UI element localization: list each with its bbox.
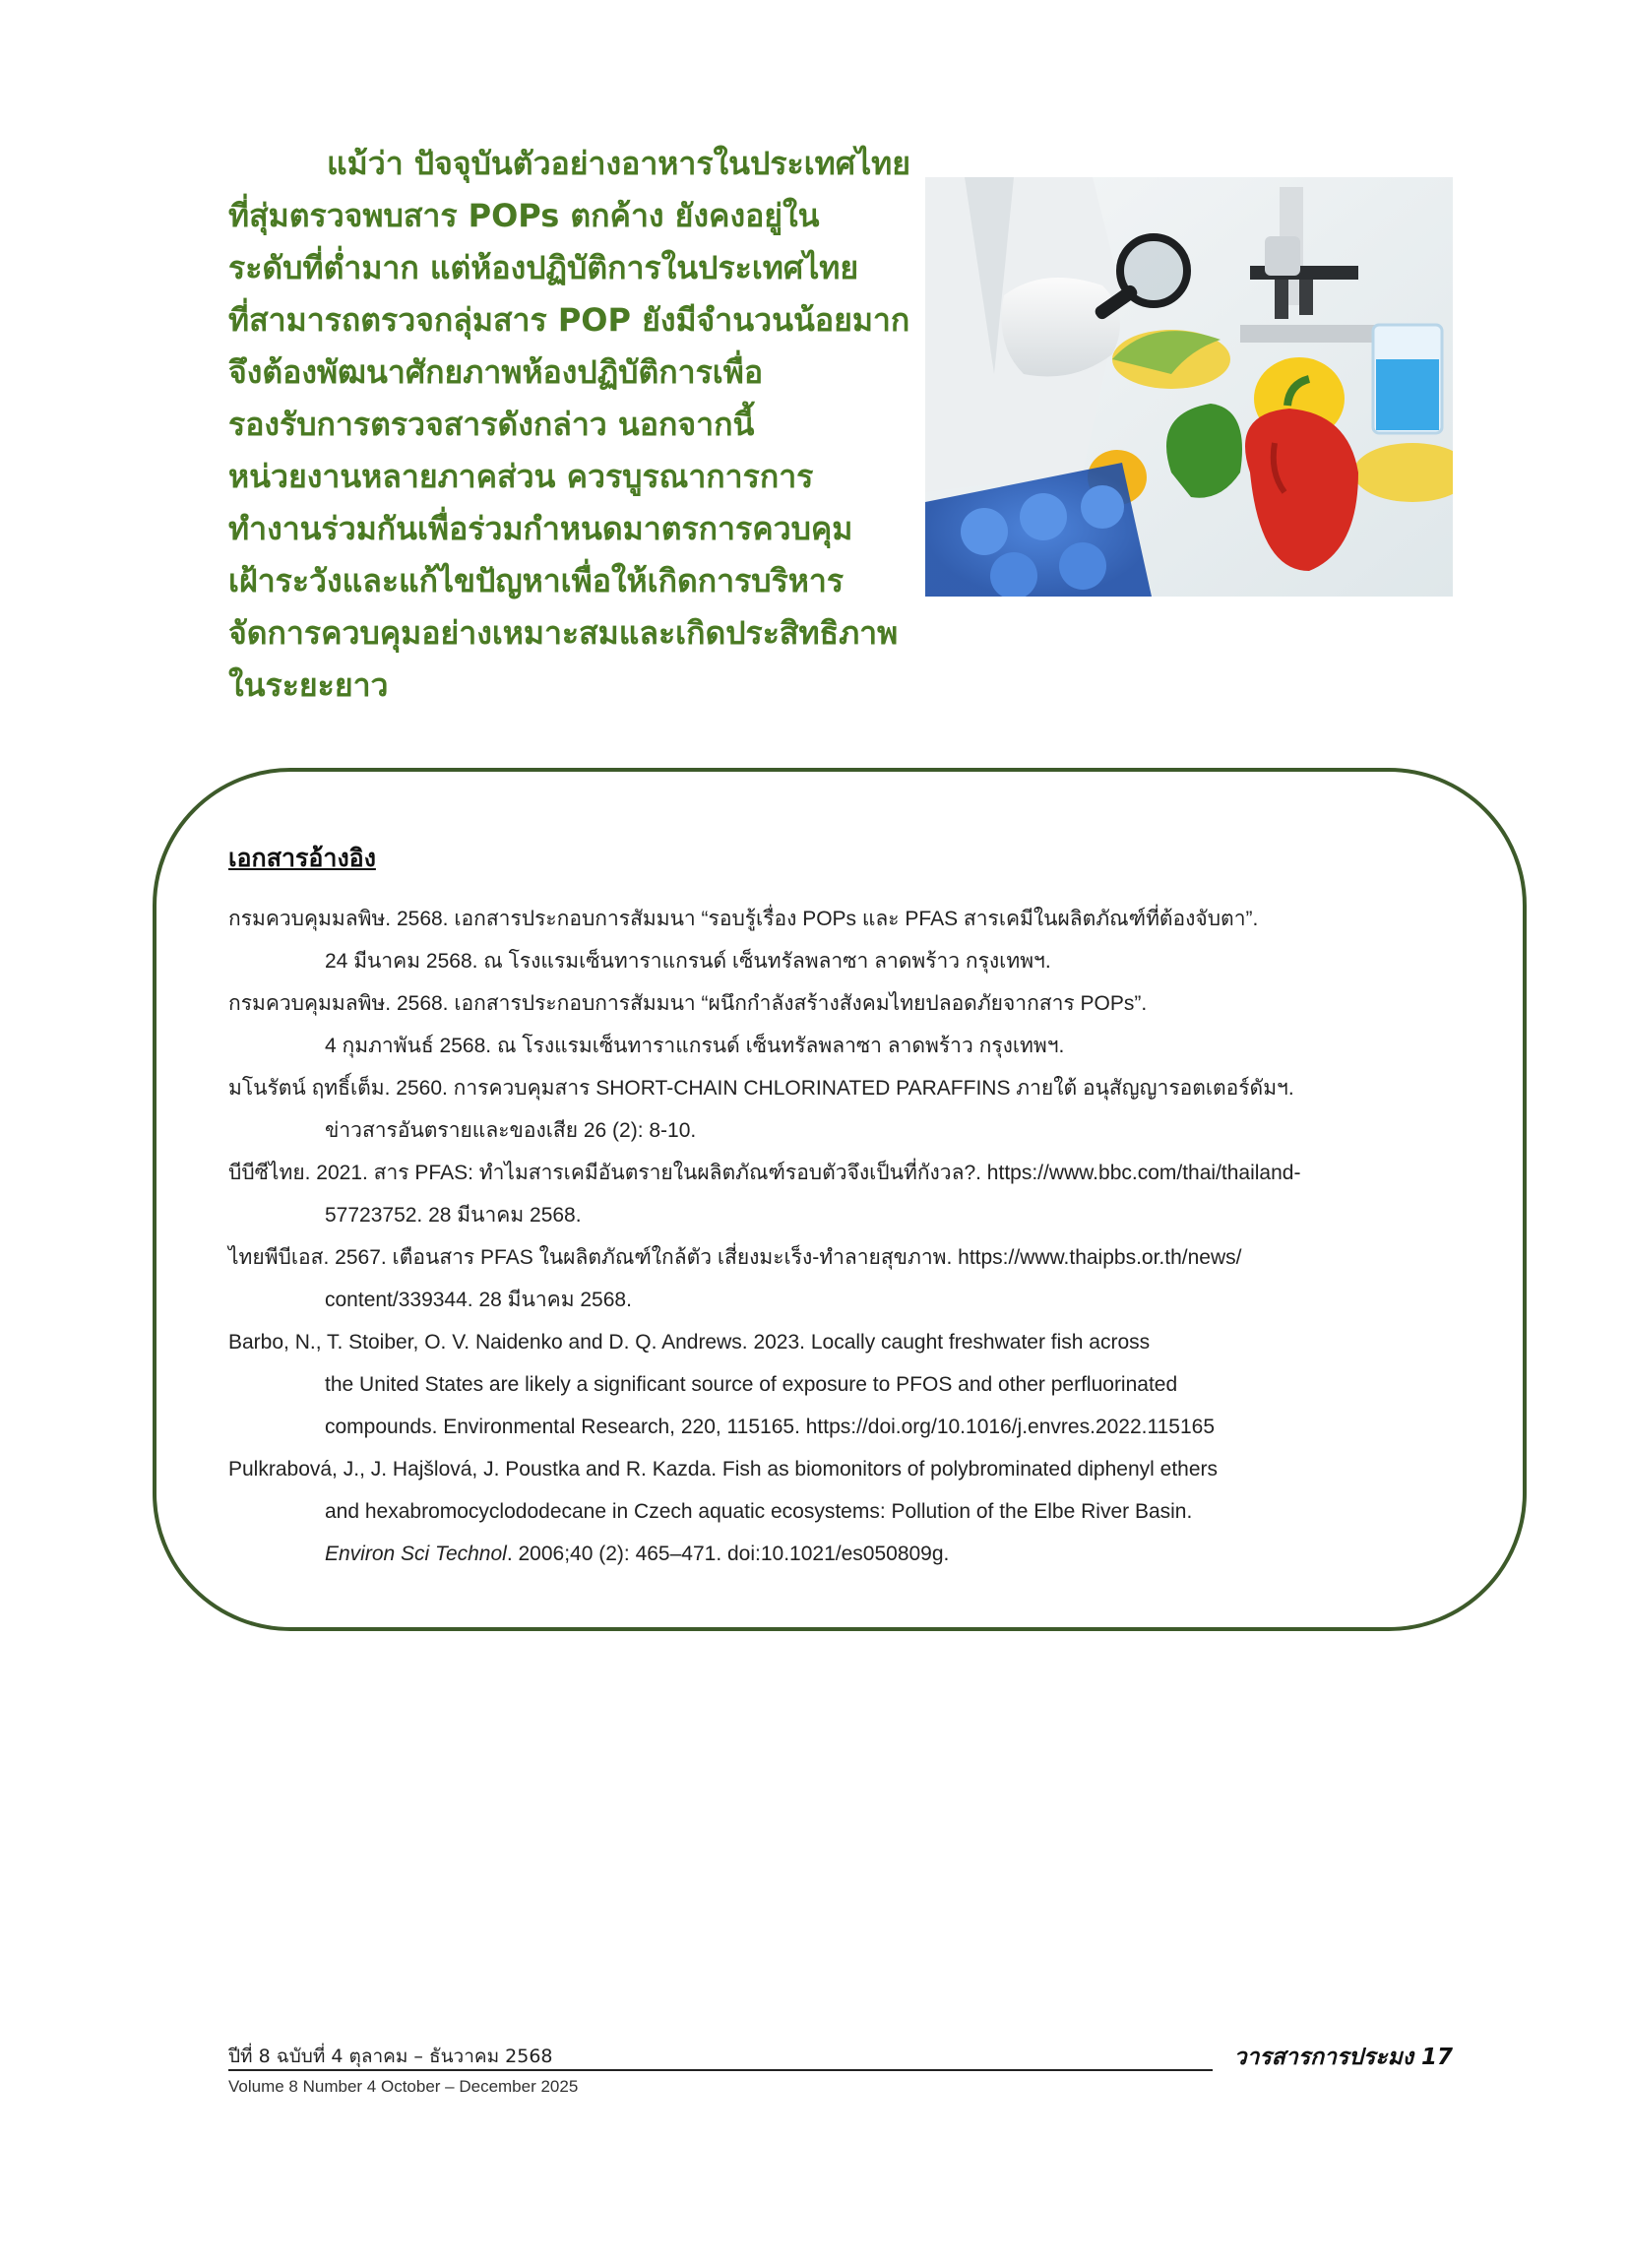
reference-line: มโนรัตน์ ฤทธิ์เต็ม. 2560. การควบคุมสาร SHORT-CHAIN CHLORINATED PARAFFINS ภายใต้ อนุสัญญารอตเตอร์ดัมฯ. — [228, 1077, 1294, 1100]
intro-line: จึงต้องพัฒนาศักยภาพห้องปฏิบัติการเพื่อ — [228, 353, 764, 391]
reference-item — [228, 1067, 1453, 1152]
footer-journal-page: วารสารการประมง 17 — [1233, 2045, 1453, 2070]
reference-item — [228, 898, 1453, 982]
reference-line: ข่าวสารอันตรายและของเสีย 26 (2): 8-10. — [325, 1119, 697, 1142]
footer-divider — [228, 2069, 1213, 2071]
reference-item — [228, 1236, 1453, 1321]
intro-line: ทำงานร่วมกันเพื่อร่วมกำหนดมาตรการควบคุม — [228, 510, 853, 547]
reference-line: compounds. Environmental Research, 220, 115165. https://doi.org/10.1016/j.envres.2022.115165 — [325, 1416, 1215, 1438]
reference-line — [228, 1533, 1453, 1575]
reference-line: Barbo, N., T. Stoiber, O. V. Naidenko and D. Q. Andrews. 2023. Locally caught freshwater fish across — [228, 1331, 1151, 1354]
reference-line: 57723752. 28 มีนาคม 2568. — [325, 1204, 582, 1227]
reference-line: and hexabromocyclododecane in Czech aquatic ecosystems: Pollution of the Elbe River Basin. — [325, 1500, 1193, 1523]
intro-line: ที่สุ่มตรวจพบสาร POPs ตกค้าง ยังคงอยู่ใน — [228, 197, 820, 234]
intro-line: เฝ้าระวังและแก้ไขปัญหาเพื่อให้เกิดการบริหาร — [228, 562, 844, 599]
reference-line: ไทยพีบีเอส. 2567. เตือนสาร PFAS ในผลิตภัณฑ์ใกล้ตัว เสี่ยงมะเร็ง-ทำลายสุขภาพ. https://www.thaipbs.or.th/news/ — [228, 1246, 1242, 1269]
reference-item — [228, 1152, 1453, 1236]
intro-line: ระดับที่ต่ำมาก แต่ห้องปฏิบัติการในประเทศไทย — [228, 249, 859, 286]
intro-line: ที่สามารถตรวจกลุ่มสาร POP ยังมีจำนวนน้อยมาก — [228, 301, 910, 339]
intro-line: ในระยะยาว — [228, 666, 389, 704]
lab-food-photo-icon — [925, 177, 1453, 597]
intro-line: หน่วยงานหลายภาคส่วน ควรบูรณาการการ — [228, 458, 814, 495]
reference-line: Pulkrabová, J., J. Hajšlová, J. Poustka and R. Kazda. Fish as biomonitors of polybrominated diphenyl ethers — [228, 1458, 1219, 1480]
references-title: เอกสารอ้างอิง — [228, 844, 376, 872]
reference-line: กรมควบคุมมลพิษ. 2568. เอกสารประกอบการสัมมนา “รอบรู้เรื่อง POPs และ PFAS สารเคมีในผลิตภัณฑ์ที่ต้องจับตา”. — [228, 908, 1259, 930]
journal-name: Environ Sci Technol — [325, 1543, 507, 1565]
footer-issue-thai: ปีที่ 8 ฉบับที่ 4 ตุลาคม – ธันวาคม 2568 — [228, 2046, 553, 2067]
reference-item — [228, 1448, 1453, 1575]
reference-line: 24 มีนาคม 2568. ณ โรงแรมเซ็นทาราแกรนด์ เซ็นทรัลพลาซา ลาดพร้าว กรุงเทพฯ. — [325, 950, 1051, 973]
reference-line: 4 กุมภาพันธ์ 2568. ณ โรงแรมเซ็นทาราแกรนด์ เซ็นทรัลพลาซา ลาดพร้าว กรุงเทพฯ. — [325, 1035, 1065, 1057]
intro-line: จัดการควบคุมอย่างเหมาะสมและเกิดประสิทธิภาพ — [228, 614, 899, 652]
citation-details: . 2006;40 (2): 465–471. doi:10.1021/es050809g. — [506, 1543, 950, 1565]
reference-line: content/339344. 28 มีนาคม 2568. — [325, 1289, 632, 1311]
reference-line: บีบีซีไทย. 2021. สาร PFAS: ทำไมสารเคมีอันตรายในผลิตภัณฑ์รอบตัวจึงเป็นที่กังวล?. https://www.bbc.com/thai/thailand- — [228, 1162, 1301, 1184]
intro-line: รองรับการตรวจสารดังกล่าว นอกจากนี้ — [228, 406, 755, 443]
reference-line: กรมควบคุมมลพิษ. 2568. เอกสารประกอบการสัมมนา “ผนึกกำลังสร้างสังคมไทยปลอดภัยจากสาร POPs”. — [228, 992, 1148, 1015]
reference-item — [228, 1321, 1453, 1448]
reference-line: the United States are likely a significant source of exposure to PFOS and other perfluorinated — [325, 1373, 1178, 1396]
intro-paragraph — [228, 138, 937, 712]
reference-item — [228, 982, 1453, 1067]
intro-line: แม้ว่า ปัจจุบันตัวอย่างอาหารในประเทศไทย — [327, 145, 911, 182]
references-list — [228, 898, 1453, 1575]
footer-issue-english: Volume 8 Number 4 October – December 2025 — [228, 2077, 579, 2096]
